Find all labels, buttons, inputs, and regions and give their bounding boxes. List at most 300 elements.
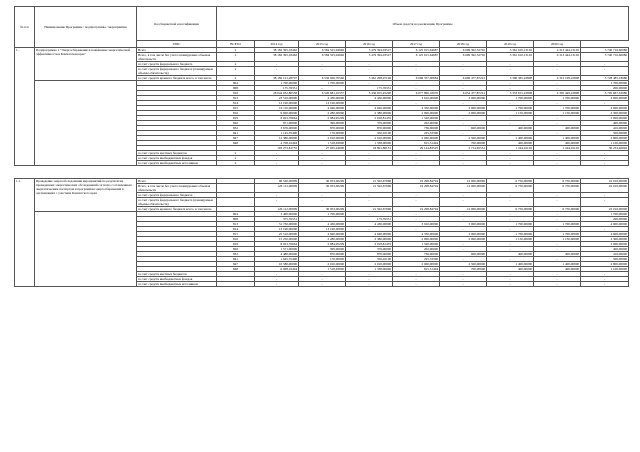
row-code: x [217, 67, 255, 76]
cell-year-value: - [534, 277, 581, 282]
cell-year-value: 1 700,00000 [487, 232, 534, 237]
cell-year-value: 2 000,00000 [581, 116, 629, 121]
cell-year-value: - [393, 227, 440, 232]
cell-year-value: - [440, 242, 487, 247]
row-code [217, 184, 255, 193]
cell-year-value: - [393, 101, 440, 106]
row-code [217, 198, 255, 207]
cell-year-value: 815,51494 [393, 141, 440, 146]
cell-year-value: - [487, 151, 534, 156]
cell-year-value: 5 705 667,16080 [581, 91, 629, 96]
cell-year-value: 400,00000 [534, 267, 581, 272]
cell-total: 13 190,00000 [255, 101, 299, 106]
cell-year-value: 1 100,00000 [581, 267, 629, 272]
cell-year-value: 2 018,81455 [346, 242, 393, 247]
gap-cell [15, 166, 35, 179]
program-funding-table [14, 6, 629, 287]
cell-year-value: 6 750,00000 [487, 207, 534, 212]
cell-year-value: 1 700,00000 [581, 212, 629, 217]
gap-cell [137, 166, 217, 179]
cell-year-value: - [440, 272, 487, 277]
cell-total: 1 700,00000 [255, 81, 299, 86]
row-label: за счет средств внебюджетных источников [137, 161, 217, 166]
cell-year-value: 379,00000 [346, 247, 393, 252]
cell-year-value: 6 666 477,87241 [440, 76, 487, 81]
row-code: 819 [217, 116, 255, 121]
cell-year-value: 3 000,00000 [440, 222, 487, 227]
cell-year-value: - [393, 198, 440, 207]
cell-year-value: 6 077 896,16070 [393, 91, 440, 96]
cell-year-value: 13 190,00000 [299, 227, 346, 232]
cell-year-value: 3 353 615,22808 [487, 91, 534, 96]
cell-year-value: - [440, 86, 487, 91]
cell-year-value: - [534, 131, 581, 136]
cell-year-value: 2 084,95209 [299, 242, 346, 247]
cell-year-value: 1 400,00000 [487, 136, 534, 141]
cell-year-value: - [534, 121, 581, 126]
cell-year-value: 600,00000 [440, 252, 487, 257]
cell-year-value: 1 700,00000 [534, 96, 581, 101]
cell-year-value: 1 700,00000 [534, 222, 581, 227]
cell-year-value: 1 518,63900 [299, 267, 346, 272]
cell-year-value: 1 150,00000 [487, 111, 534, 116]
cell-year-value: 2 800,00000 [581, 262, 629, 267]
header-name: Наименование Программы / подпрограммы / мероприятия [35, 7, 137, 48]
cell-year-value: 1 700,00000 [299, 81, 346, 86]
cell-year-value: 200,00000 [581, 86, 629, 91]
row-code: 841 [217, 131, 255, 136]
cell-total: - [255, 198, 299, 207]
cell-year-value: - [299, 277, 346, 282]
cell-year-value: 175,76351 [346, 86, 393, 91]
gap-cell [299, 166, 346, 179]
section-title: Проведение энергообследования мероприятий по результатам проведенных энергетических обследований согласно составленным энергетическим паспортам и программам энергосбережения в организациях с участием Камчатского края [35, 179, 137, 212]
cell-year-value: 3 910,00000 [393, 96, 440, 101]
cell-year-value: 4 313 444,13102 [534, 53, 581, 62]
row-code: x [217, 48, 255, 53]
cell-year-value: 3 000,00000 [440, 96, 487, 101]
cell-year-value: 399,00000 [299, 247, 346, 252]
cell-year-value: 6 654 477,87241 [440, 91, 487, 96]
cell-year-value: - [440, 227, 487, 232]
cell-year-value: - [487, 81, 534, 86]
gap-cell [440, 166, 487, 179]
cell-year-value: - [299, 282, 346, 287]
row-code: 819 [217, 242, 255, 247]
cell-total: 8 023,76664 [255, 242, 299, 247]
cell-year-value: 700,00000 [440, 267, 487, 272]
cell-year-value: 12 000,00000 [440, 207, 487, 212]
cell-total: 96 546,00909 [255, 179, 299, 184]
cell-year-value: - [346, 272, 393, 277]
cell-year-value: 2 714,65551 [440, 146, 487, 151]
row-code: 847 [217, 136, 255, 141]
budget-table-sheet [14, 6, 628, 446]
row-code: 848 [217, 267, 255, 272]
cell-year-value: 2 010,00000 [299, 262, 346, 267]
cell-year-value: 6 096 357,00684 [393, 76, 440, 81]
cell-year-value: - [534, 217, 581, 222]
cell-year-value: 6 750,00000 [534, 179, 581, 184]
cell-year-value: - [534, 86, 581, 91]
row-label: за счет средств внебюджетных фондов [137, 277, 217, 282]
gap-cell [487, 166, 534, 179]
cell-year-value: - [346, 227, 393, 232]
cell-year-value: 700,00000 [440, 141, 487, 146]
cell-year-value: - [299, 156, 346, 161]
cell-year-value: 5 461 208,07196 [346, 76, 393, 81]
cell-year-value: - [581, 62, 629, 67]
cell-year-value: 5 479 394,03527 [346, 48, 393, 53]
cell-year-value: 400,00000 [534, 126, 581, 131]
cell-year-value: - [487, 198, 534, 207]
cell-total: 38 182 395,18462 [255, 48, 299, 53]
cell-year-value: - [487, 193, 534, 198]
cell-year-value: - [440, 131, 487, 136]
section-gap [15, 166, 629, 179]
cell-year-value: 4 430,00000 [346, 222, 393, 227]
cell-year-value: - [393, 81, 440, 86]
cell-year-value: 4 940,00000 [299, 232, 346, 237]
cell-year-value: 200,00000 [581, 217, 629, 222]
cell-year-value: - [299, 198, 346, 207]
cell-year-value: 4 430,00000 [299, 222, 346, 227]
cell-year-value: - [440, 151, 487, 156]
cell-year-value: 5 436 655,45290 [346, 91, 393, 96]
cell-year-value: 6 584 525,94946 [299, 48, 346, 53]
row-code: 841 [217, 257, 255, 262]
cell-year-value: - [487, 277, 534, 282]
cell-total: - [255, 62, 299, 67]
cell-total: - [255, 277, 299, 282]
cell-year-value: 815,51494 [393, 267, 440, 272]
cell-year-value: 2 090,00000 [393, 111, 440, 116]
section-number: 1. [15, 48, 35, 166]
cell-year-value: - [534, 227, 581, 232]
gap-cell [35, 166, 137, 179]
cell-total: - [255, 156, 299, 161]
cell-year-value: - [346, 81, 393, 86]
cell-year-value: 736,00000 [393, 252, 440, 257]
row-label: за счет средств внебюджетных фондов [137, 156, 217, 161]
cell-year-value: - [440, 121, 487, 126]
cell-year-value: 6 609 392,52792 [440, 48, 487, 53]
cell-year-value: 1 400,00000 [487, 262, 534, 267]
row-code: 816 [217, 91, 255, 96]
row-label: Всего [137, 48, 217, 53]
cell-year-value: 170,00000 [299, 131, 346, 136]
cell-year-value: 1 700,00000 [299, 212, 346, 217]
cell-year-value: 6 556 926,70546 [299, 76, 346, 81]
cell-year-value: 2 280,00000 [299, 111, 346, 116]
cell-year-value: - [487, 86, 534, 91]
cell-year-value: - [393, 156, 440, 161]
cell-year-value: 2 500,00000 [440, 136, 487, 141]
cell-year-value: 500,00000 [581, 131, 629, 136]
cell-total: 38 182 121,28707 [255, 76, 299, 81]
cell-total: 6 023,76664 [255, 116, 299, 121]
cell-year-value: - [299, 161, 346, 166]
cell-year-value: - [393, 212, 440, 217]
cell-total: 31 730,00000 [255, 222, 299, 227]
cell-total: 38 182 395,18462 [255, 53, 299, 62]
cell-total: 1 645,35400 [255, 257, 299, 262]
cell-year-value: - [299, 272, 346, 277]
cell-year-value: 1 400,00000 [534, 136, 581, 141]
row-code: x [217, 76, 255, 81]
cell-year-value: - [393, 272, 440, 277]
cell-total: 25 510,00000 [255, 232, 299, 237]
row-label: Всего, в том числе без учета планируемых объемов обязательств [137, 184, 217, 193]
gap-cell [581, 166, 629, 179]
header-volume: Объем средств на реализацию Программы [217, 7, 629, 41]
cell-year-value: - [581, 227, 629, 232]
cell-year-value: 2 800,00000 [581, 136, 629, 141]
cell-year-value: 12 000,00000 [440, 184, 487, 193]
cell-year-value: - [346, 156, 393, 161]
cell-year-value: - [299, 62, 346, 67]
cell-year-value: 2 084,95209 [299, 116, 346, 121]
cell-year-value: 400,00000 [487, 126, 534, 131]
cell-year-value: - [487, 156, 534, 161]
cell-year-value: - [487, 121, 534, 126]
cell-year-value: 1 150,00000 [534, 237, 581, 242]
row-label: за счет средств федерального бюджета [137, 62, 217, 67]
cell-total: - [255, 151, 299, 156]
cell-total: 126 112,00909 [255, 207, 299, 212]
cell-year-value: 21 592,67966 [346, 184, 393, 193]
cell-total: 15 250,00000 [255, 237, 299, 242]
row-label: за счет средств местных бюджетов [137, 272, 217, 277]
cell-year-value: - [440, 67, 487, 76]
cell-year-value: 4 313 444,13102 [534, 48, 581, 53]
header-year: 2017 год [393, 41, 440, 48]
cell-year-value: 500,00000 [581, 257, 629, 262]
row-code: 808 [217, 86, 255, 91]
cell-year-value: 6 609 392,52792 [440, 53, 487, 62]
cell-year-value: - [534, 151, 581, 156]
cell-year-value: - [346, 67, 393, 76]
row-label: Всего, в том числе без учета планируемых объемов обязательств [137, 53, 217, 62]
section-title-continued [35, 212, 137, 287]
row-label: за счет средств федерального бюджета [137, 193, 217, 198]
cell-year-value: 400,00000 [581, 121, 629, 126]
cell-year-value: 6 125 615,64687 [393, 53, 440, 62]
cell-year-value: 1 518,63900 [299, 141, 346, 146]
cell-year-value: 2 010,00000 [346, 136, 393, 141]
cell-year-value: - [581, 272, 629, 277]
cell-year-value: - [393, 282, 440, 287]
cell-year-value: - [393, 277, 440, 282]
cell-total: - [255, 282, 299, 287]
cell-year-value: - [487, 116, 534, 121]
cell-year-value: 4 430,00000 [299, 96, 346, 101]
cell-year-value: 2 000,00000 [440, 111, 487, 116]
cell-year-value: - [534, 156, 581, 161]
cell-year-value: 4 900,00000 [581, 96, 629, 101]
cell-year-value: 1 700,00000 [487, 96, 534, 101]
cell-total: - [255, 193, 299, 198]
cell-year-value: 6 520 681,10337 [299, 91, 346, 96]
cell-total: 28 044 032,80558 [255, 91, 299, 96]
cell-year-value: - [487, 272, 534, 277]
cell-year-value: - [393, 151, 440, 156]
cell-year-value: 1 150,00000 [487, 237, 534, 242]
cell-total: 193 273,81755 [255, 146, 299, 151]
row-code: 804 [217, 212, 255, 217]
cell-year-value: - [346, 277, 393, 282]
cell-year-value: 4 940,00000 [299, 106, 346, 111]
cell-year-value: 225,33300 [393, 131, 440, 136]
cell-total: 9 600,00000 [255, 111, 299, 116]
cell-year-value: 30 233,40026 [581, 146, 629, 151]
cell-year-value: - [487, 282, 534, 287]
header-grbs: ГРБС [137, 41, 217, 48]
cell-year-value: 19 298,84794 [393, 207, 440, 212]
row-code: x [217, 161, 255, 166]
cell-year-value: 1 700,00000 [581, 81, 629, 86]
cell-year-value: - [440, 247, 487, 252]
cell-year-value: - [346, 161, 393, 166]
cell-year-value: 12 000,00000 [440, 179, 487, 184]
cell-year-value: - [299, 67, 346, 76]
row-code: 826 [217, 247, 255, 252]
cell-year-value: 2 000,00000 [581, 242, 629, 247]
cell-year-value: - [534, 62, 581, 67]
row-label: Всего [137, 179, 217, 184]
cell-year-value: 6 750,00000 [487, 184, 534, 193]
row-code: 848 [217, 141, 255, 146]
cell-year-value: 29 124,83525 [393, 146, 440, 151]
cell-year-value: 416,00000 [581, 126, 629, 131]
cell-year-value: 6 125 615,64687 [393, 48, 440, 53]
header-year: 2018 год [440, 41, 487, 48]
cell-total: 4 708,16494 [255, 141, 299, 146]
cell-year-value: 4 330,00000 [393, 232, 440, 237]
cell-year-value: 1 520,00000 [393, 242, 440, 247]
cell-year-value: 1 100,00000 [581, 141, 629, 146]
cell-total: 3 676,00000 [255, 126, 299, 131]
header-year: 2014 год [255, 41, 299, 48]
cell-year-value: 1 700,00000 [487, 222, 534, 227]
cell-year-value: - [299, 193, 346, 198]
cell-year-value: 3 000,00000 [440, 106, 487, 111]
cell-year-value: 1 520,00000 [393, 116, 440, 121]
cell-year-value: - [440, 193, 487, 198]
section-title: Подпрограмма 1 "Энергосбережение и повышение энергетической эффективности в Камчатском крае" [35, 48, 137, 81]
section-number: 1.1. [15, 179, 35, 287]
cell-year-value: - [534, 257, 581, 262]
row-code: 808 [217, 217, 255, 222]
cell-year-value: - [487, 67, 534, 76]
cell-year-value: 400,00000 [487, 267, 534, 272]
cell-year-value: - [393, 62, 440, 67]
row-code: 804 [217, 81, 255, 86]
cell-year-value: - [440, 277, 487, 282]
cell-year-value: - [440, 282, 487, 287]
cell-total: 1 571,00000 [255, 247, 299, 252]
cell-year-value: 21 592,67966 [346, 179, 393, 184]
cell-year-value: 4 312 199,22808 [534, 76, 581, 81]
cell-year-value: - [440, 212, 487, 217]
cell-year-value: - [534, 272, 581, 277]
row-code: 832 [217, 126, 255, 131]
header-year: 2020 год [534, 41, 581, 48]
cell-year-value: - [346, 212, 393, 217]
cell-year-value: 36 953,00209 [299, 207, 346, 212]
cell-year-value: - [581, 161, 629, 166]
cell-year-value: - [581, 101, 629, 106]
gap-cell [534, 166, 581, 179]
cell-year-value: - [393, 217, 440, 222]
cell-year-value: - [534, 161, 581, 166]
cell-year-value: 399,00000 [299, 121, 346, 126]
cell-year-value: 350,02100 [346, 131, 393, 136]
row-code: x [217, 53, 255, 62]
row-code: 816 [217, 111, 255, 116]
row-code: 815 [217, 106, 255, 111]
row-code: 814 [217, 101, 255, 106]
cell-year-value: 870,00000 [299, 126, 346, 131]
cell-total: - [255, 67, 299, 76]
cell-year-value: 400,00000 [487, 141, 534, 146]
cell-total: 375,76351 [255, 217, 299, 222]
cell-year-value: - [581, 193, 629, 198]
section-title-continued [35, 81, 137, 166]
cell-year-value: - [487, 161, 534, 166]
cell-total: 12 380,00000 [255, 136, 299, 141]
cell-year-value: - [440, 62, 487, 67]
cell-year-value: - [440, 101, 487, 106]
cell-year-value: 3 360 365,22808 [487, 76, 534, 81]
cell-year-value: 6 750,00000 [534, 184, 581, 193]
cell-year-value: 3 910,00000 [393, 222, 440, 227]
cell-year-value: - [534, 116, 581, 121]
cell-year-value: 1 700,00000 [487, 106, 534, 111]
cell-year-value: - [487, 131, 534, 136]
cell-total: - [255, 272, 299, 277]
cell-year-value: - [440, 257, 487, 262]
cell-year-value: 2 300,00000 [581, 111, 629, 116]
cell-year-value: 19 298,84794 [393, 179, 440, 184]
cell-year-value: 1 400,00000 [534, 262, 581, 267]
cell-year-value: 870,00000 [346, 252, 393, 257]
cell-year-value: - [534, 198, 581, 207]
cell-year-value: 22 016,00000 [581, 207, 629, 212]
row-label: за счет средств краевого бюджета всего, в том числе [137, 207, 217, 212]
cell-total: 1 145,35400 [255, 131, 299, 136]
cell-year-value: - [299, 151, 346, 156]
cell-year-value: - [581, 198, 629, 207]
row-label: за счет средств внебюджетных источников [137, 282, 217, 287]
cell-total: 6 008,16494 [255, 267, 299, 272]
cell-total: 126 112,00909 [255, 184, 299, 193]
cell-total: 13 190,00000 [255, 227, 299, 232]
cell-year-value: 225,33300 [393, 257, 440, 262]
cell-year-value: - [346, 101, 393, 106]
cell-year-value: 36 953,00209 [299, 179, 346, 184]
cell-year-value: - [534, 282, 581, 287]
cell-year-value: - [299, 86, 346, 91]
cell-year-value: 2 500,00000 [440, 262, 487, 267]
header-year: 2016 год [346, 41, 393, 48]
cell-year-value: 4 940,00000 [346, 232, 393, 237]
row-code: 815 [217, 232, 255, 237]
cell-year-value: 36 953,00209 [299, 184, 346, 193]
cell-year-value: 2 060,00000 [393, 262, 440, 267]
cell-year-value: 4 430,00000 [346, 96, 393, 101]
cell-year-value: 202,00000 [393, 247, 440, 252]
